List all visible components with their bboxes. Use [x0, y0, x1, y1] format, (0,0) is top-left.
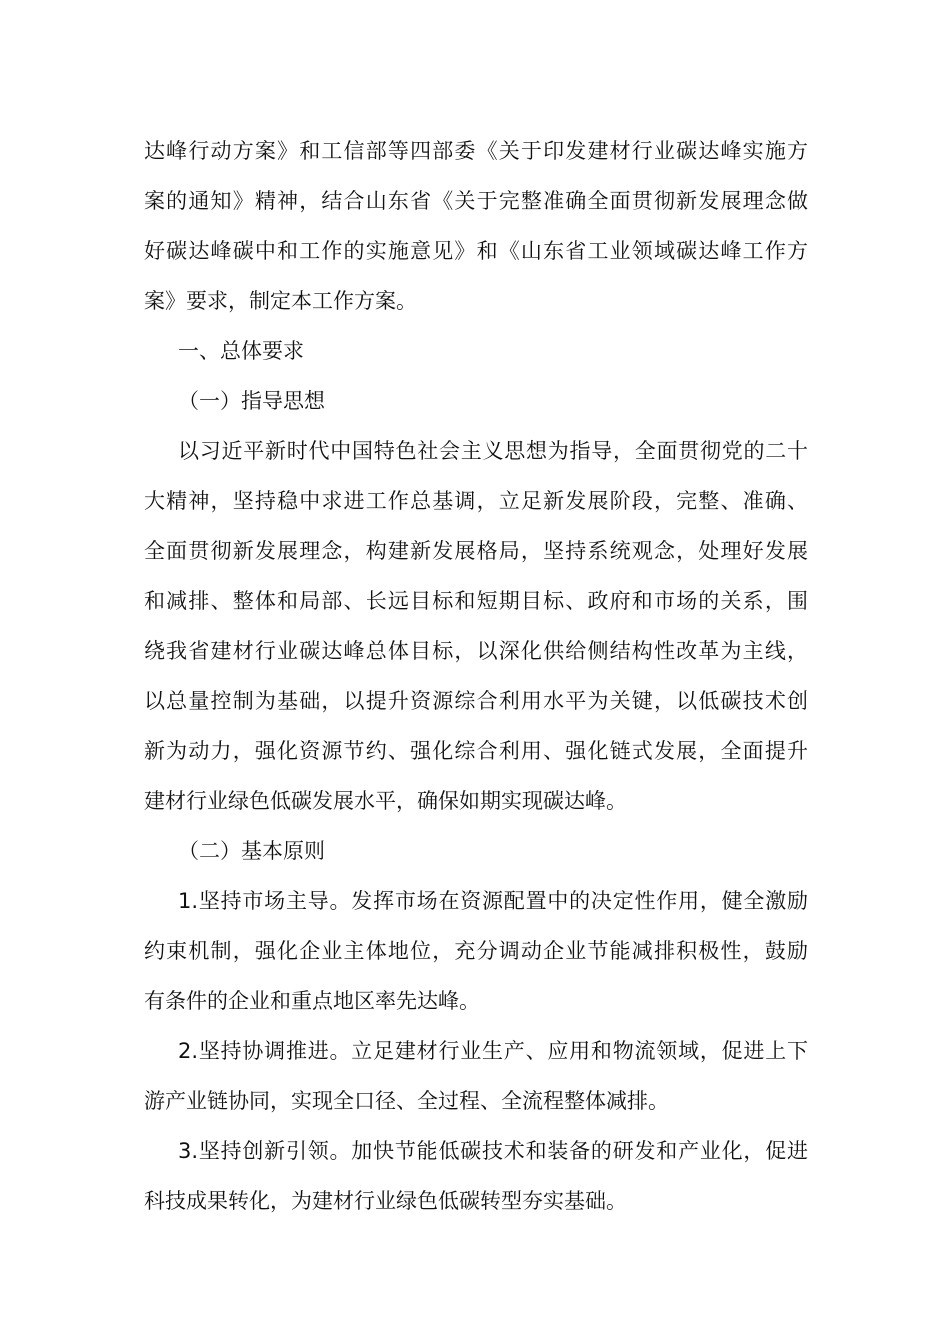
text-line: 游产业链协同，实现全口径、全过程、全流程整体减排。 [144, 1089, 669, 1113]
text-line: 达峰行动方案》和工信部等四部委《关于印发建材行业碳达峰实施方 [144, 139, 808, 163]
text-line: 3.坚持创新引领。加快节能低碳技术和装备的研发和产业化，促进 [178, 1139, 808, 1163]
text-line: 以习近平新时代中国特色社会主义思想为指导，全面贯彻党的二十 [178, 439, 808, 463]
text-line: 大精神，坚持稳中求进工作总基调，立足新发展阶段，完整、准确、 [144, 489, 808, 513]
text-line: 2.坚持协调推进。立足建材行业生产、应用和物流领域，促进上下 [178, 1039, 808, 1063]
text-line: 科技成果转化，为建材行业绿色低碳转型夯实基础。 [144, 1189, 627, 1213]
text-line: 案的通知》精神，结合山东省《关于完整准确全面贯彻新发展理念做 [144, 189, 808, 213]
text-line: 建材行业绿色低碳发展水平，确保如期实现碳达峰。 [144, 789, 627, 813]
document-body [144, 126, 808, 1226]
text-line: 以总量控制为基础，以提升资源综合利用水平为关键，以低碳技术创 [144, 689, 808, 713]
text-line: 有条件的企业和重点地区率先达峰。 [144, 989, 480, 1013]
text-line: 1.坚持市场主导。发挥市场在资源配置中的决定性作用，健全激励 [178, 889, 808, 913]
text-line: 新为动力，强化资源节约、强化综合利用、强化链式发展，全面提升 [144, 739, 808, 763]
text-line: 案》要求，制定本工作方案。 [144, 289, 417, 313]
text-line: 全面贯彻新发展理念，构建新发展格局，坚持系统观念，处理好发展 [144, 539, 808, 563]
text-line: 和减排、整体和局部、长远目标和短期目标、政府和市场的关系，围 [144, 589, 808, 613]
text-line: 一、总体要求 [178, 339, 304, 363]
text-line: （二）基本原则 [178, 839, 325, 863]
text-line: （一）指导思想 [178, 389, 325, 413]
text-line: 好碳达峰碳中和工作的实施意见》和《山东省工业领域碳达峰工作方 [144, 239, 808, 263]
text-line: 绕我省建材行业碳达峰总体目标，以深化供给侧结构性改革为主线， [144, 639, 808, 663]
text-line: 约束机制，强化企业主体地位，充分调动企业节能减排积极性，鼓励 [144, 939, 808, 963]
